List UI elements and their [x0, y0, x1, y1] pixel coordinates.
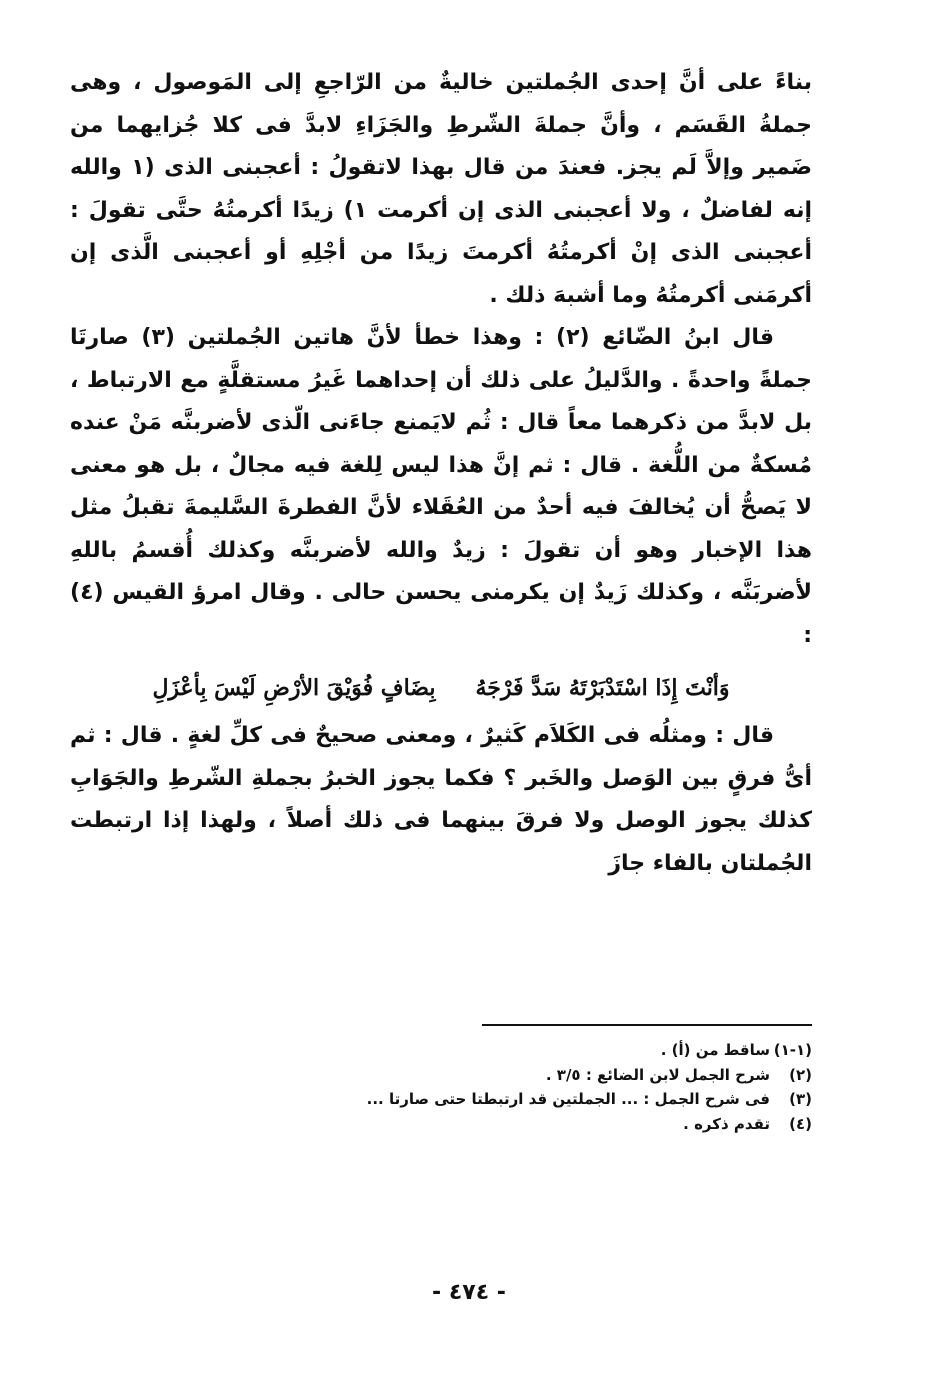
- footnote-text: شرح الجمل لابن الضائع : ٣/٥ .: [545, 1065, 770, 1084]
- footnote-item: [330, 1087, 812, 1112]
- footnote-item: [330, 1063, 812, 1088]
- footnote-text: فى شرح الجمل : ... الجملتين قد ارتبطتا حتى صارتا ...: [366, 1090, 770, 1108]
- footnote-number: (٣): [789, 1090, 812, 1108]
- footnote-number: (٤): [789, 1114, 812, 1133]
- verse-first-hemistich: وَأنْتَ إِذَا اسْتَدْبَرْتَهُ سَدَّ فَرْجَهُ: [475, 675, 730, 701]
- footnote-item: [330, 1112, 812, 1137]
- footnote-number: (١-١): [773, 1041, 812, 1059]
- footnote-separator: [482, 1024, 812, 1026]
- paragraph-1: بناءً على أنَّ إحدى الجُملتين خاليةٌ من الرّاجعِ إلى المَوصول ، وهى جملةُ القَسَم ، وأنَّ جملةَ الشّرطِ والجَزَاءِ لابدَّ فى كلا جُزايهما من ضَمير وإلاَّ لَم يجز. فعندَ من قال بهذا لاتقولُ : أعجبنى الذى (١ والله إنه لفاضلٌ ، ولا أعجبنى الذى إن أكرمت ١) زيدًا أكرمتُهُ حتَّى تقولَ : أعجبنى الذى إنْ أكرمتُهُ أكرمتَ زيدًا من أجْلِهِ أو أعجبنى الَّذى إن أكرمَنى أكرمتُهُ وما أشبهَ ذلك .: [70, 70, 813, 308]
- paragraph-2: قال ابنُ الضّائع (٢) : وهذا خطأ لأنَّ هاتين الجُملتين (٣) صارتَا جملةً واحدةً . والدَّليلُ على ذلك أن إحداهما غَيرُ مستقلَّةٍ مع الارتباط ، بل لابدَّ من ذكرهما معاً قال : ثُم لايَمنع جاءَنى الّذى لأضربنَّه مَنْ عنده مُسكةٌ من اللُّغة . قال : ثم إنَّ هذا ليس لِلغة فيه مجالٌ ، بل هو معنى لا يَصحُّ أن يُخالفَ فيه أحدٌ من العُقَلاء لأنَّ الفطرةَ السَّليمةَ تقبلُ مثل هذا الإخبار وهو أن تقولَ : زيدٌ والله لأضربنَّه وكذلك أُقسمُ باللهِ لأضربَنَّه ، وكذلك زَيدٌ إن يكرمنى يحسن حالى . وقال امرؤ القيس (٤) :: [70, 325, 812, 648]
- footnotes: [330, 1038, 812, 1136]
- footnote-text: ساقط من (أ) .: [660, 1041, 770, 1059]
- verse-second-hemistich: بِضَافٍ فُوَيْقَ الأرْضِ لَيْسَ بِأعْزَلِ: [152, 675, 436, 701]
- main-text: [70, 62, 812, 885]
- paragraph-3: قال : ومثلُه فى الكَلاَم كَثيرٌ ، ومعنى صحيحٌ فى كلِّ لغةٍ . قال : ثم أىُّ فرقٍ بين الوَصل والخَبر ؟ فكما يجوز الخبرُ بجملةِ الشّرطِ والجَوَابِ كذلك يجوز الوصل ولا فرقَ بينهما فى ذلك أصلاً ، ولهذا إذا ارتبطت الجُملتان بالفاء جازَ: [70, 723, 812, 876]
- footnote-item: [330, 1038, 812, 1063]
- page-number: - ٤٧٤ -: [432, 1280, 506, 1305]
- footnote-text: تقدم ذكره .: [683, 1114, 770, 1133]
- poetry-verse: [70, 667, 812, 709]
- footnote-number: (٢): [789, 1065, 812, 1084]
